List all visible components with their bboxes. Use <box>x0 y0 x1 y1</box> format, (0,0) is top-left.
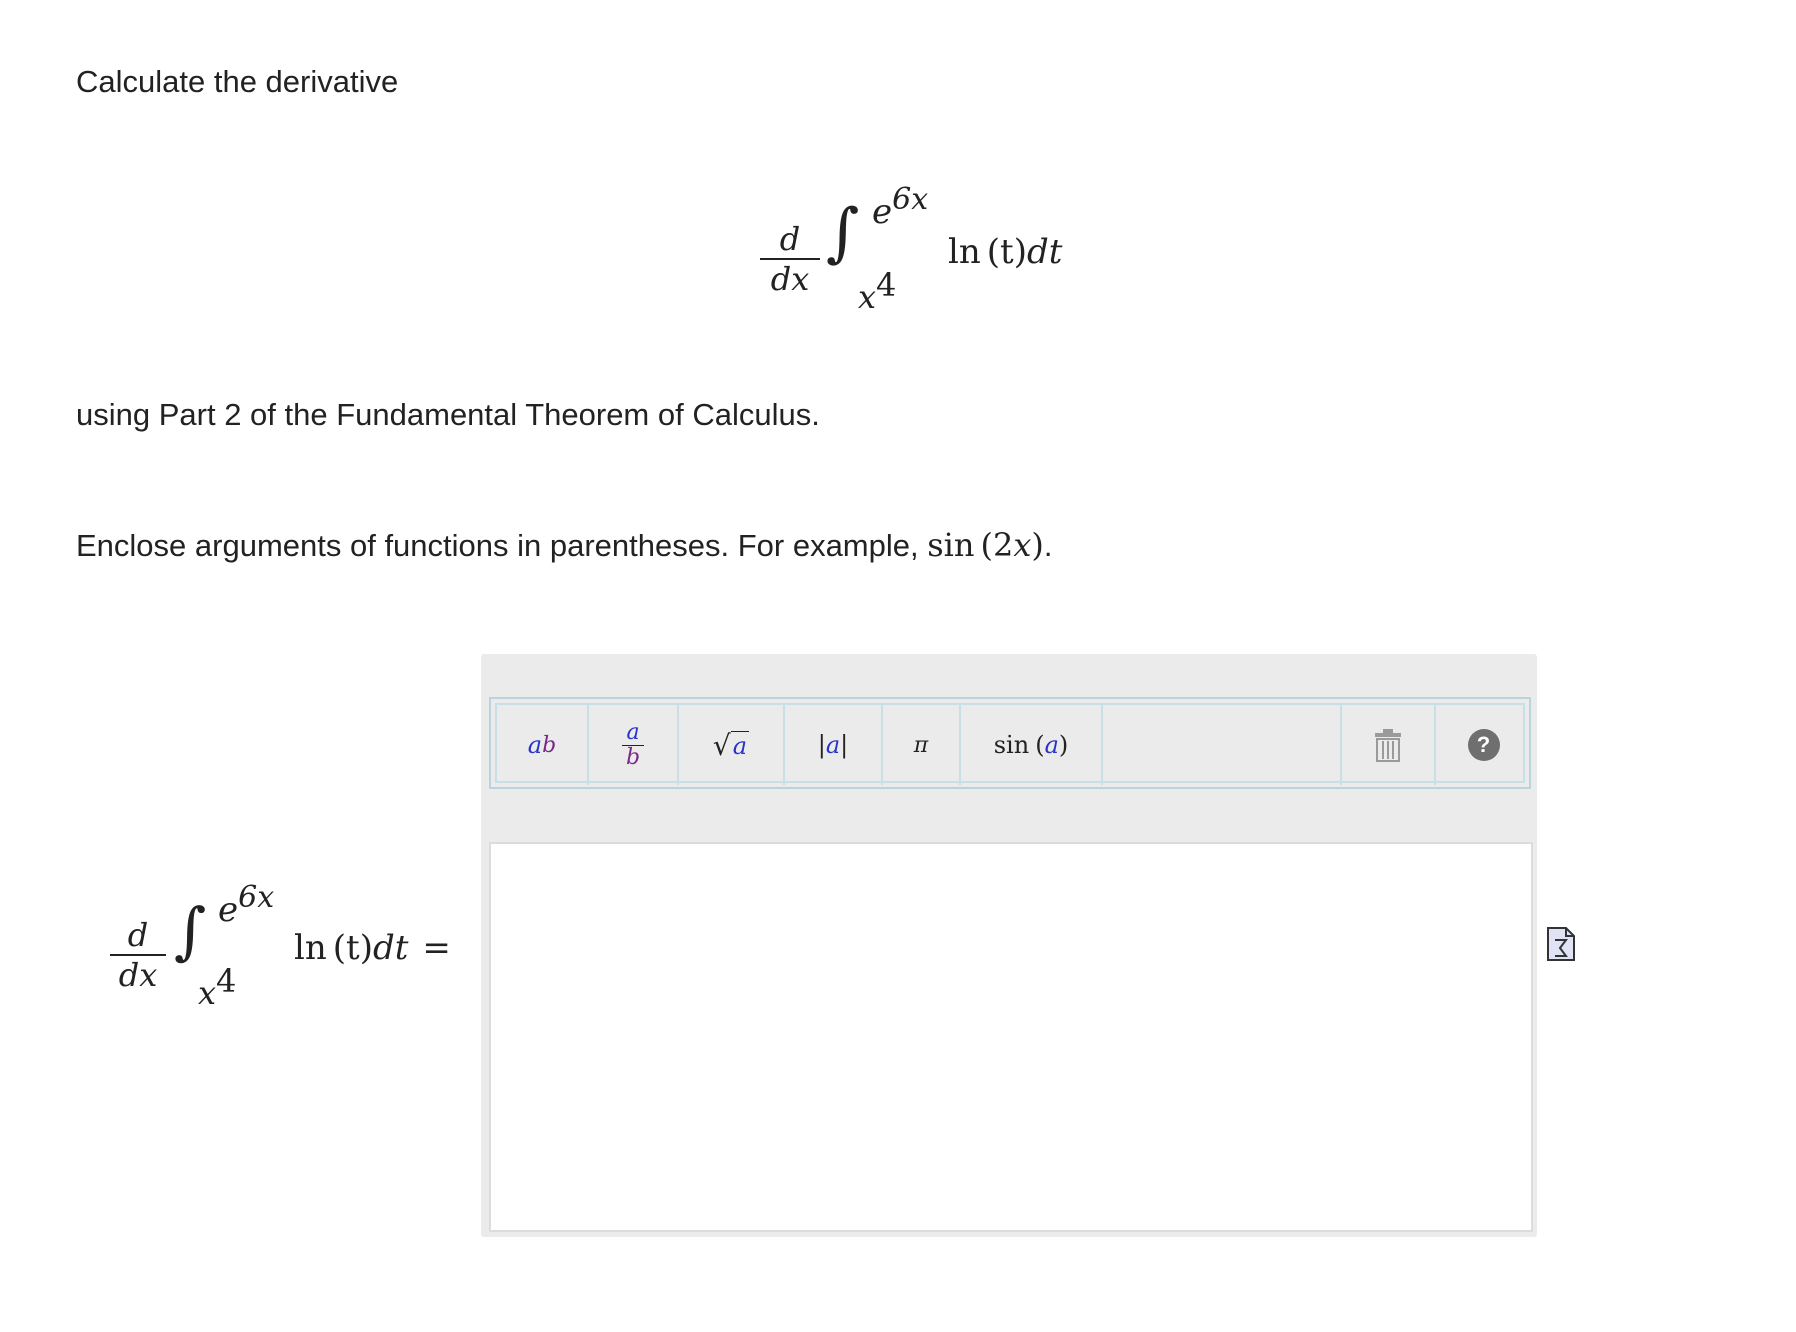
upper-limit: e6x <box>872 182 929 232</box>
absolute-value-button[interactable]: | a | <box>785 705 883 785</box>
trash-icon <box>1374 728 1402 762</box>
sin-button[interactable]: sin ( a ) <box>961 705 1103 785</box>
derivative-expression <box>760 180 1080 330</box>
fraction-button[interactable]: a b <box>589 705 679 785</box>
clear-button[interactable] <box>1340 705 1436 785</box>
answer-integrand: ln (t)dt = <box>294 928 451 968</box>
equation-editor <box>481 654 1537 1237</box>
help-icon: ? <box>1468 729 1500 761</box>
answer-lower-limit: x4 <box>198 962 237 1012</box>
pi-button[interactable]: π <box>883 705 961 785</box>
math-toolbar <box>489 697 1531 789</box>
question-instruction: Enclose arguments of functions in parentheses. For example, sin (2x). <box>76 526 1053 564</box>
answer-derivative-operator: d dx <box>110 916 166 994</box>
power-button[interactable]: a b <box>497 705 589 785</box>
derivative-operator: d dx <box>760 220 820 298</box>
equation-editor-icon <box>1546 926 1576 962</box>
sqrt-button[interactable]: √ a <box>679 705 785 785</box>
question-method: using Part 2 of the Fundamental Theorem of Calculus. <box>76 397 820 432</box>
equation-editor-button[interactable] <box>1546 926 1576 962</box>
help-button[interactable] <box>1436 705 1531 785</box>
answer-input[interactable] <box>489 842 1533 1232</box>
answer-upper-limit: e6x <box>218 880 275 930</box>
integrand: ln (t)dt <box>948 232 1063 272</box>
lower-limit: x4 <box>858 266 897 316</box>
answer-label-expression <box>110 870 470 1020</box>
question-intro: Calculate the derivative <box>76 64 399 99</box>
integral-sign: ∫ <box>826 196 860 270</box>
answer-integral-sign: ∫ <box>174 894 207 967</box>
